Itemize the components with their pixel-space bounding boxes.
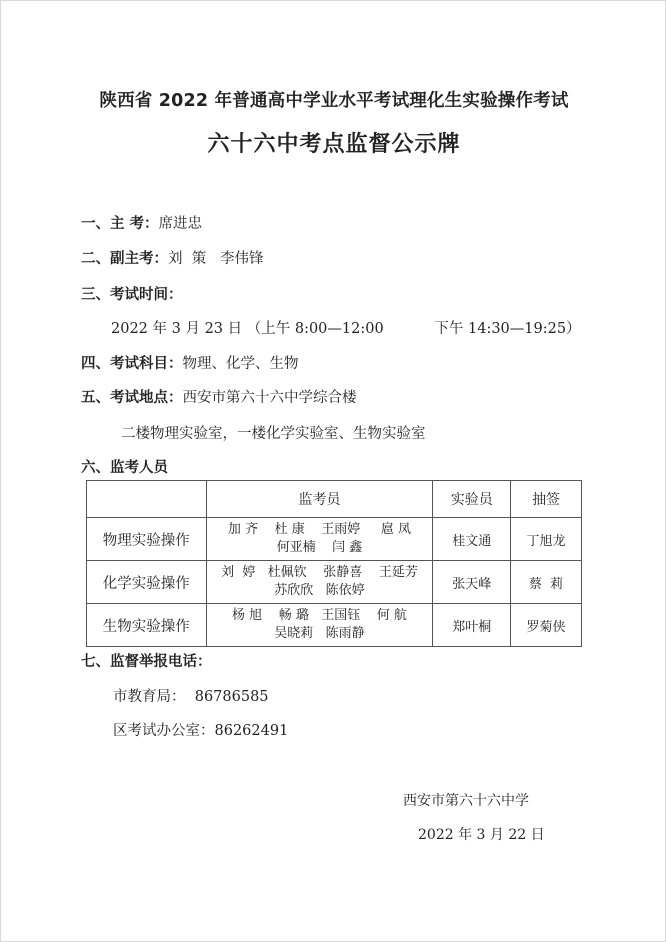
table-header-lab-staff: 实验员 [433, 481, 511, 518]
exam-subjects-line [81, 352, 299, 373]
deputy-examiner-line [81, 247, 264, 268]
report-phone-label: 七、监督举报电话： [81, 654, 212, 670]
row-proctors [206, 561, 433, 604]
table-row [87, 518, 582, 561]
exam-location-label: 五、考试地点： [81, 390, 183, 406]
proctors-line-2: 苏欣欣 陈依婷 [274, 583, 365, 598]
deputy-examiner-label: 二、副主考： [81, 251, 168, 267]
proctors-line-2: 吴晓莉 陈雨静 [274, 626, 365, 641]
phone-education-bureau: 市教育局： 86786585 [113, 689, 269, 705]
exam-subjects-value: 物理、化学、生物 [182, 356, 299, 372]
exam-time-value: 2022 年 3 月 23 日 （上午 8:00—12:00 下午 14:30—19:25） [111, 321, 581, 337]
proctors-line-1: 刘 婷 杜佩钦 张静喜 王延芳 [221, 565, 418, 580]
row-draw: 罗菊侠 [511, 604, 582, 647]
row-role: 生物实验操作 [87, 604, 207, 647]
proctor-staff-line [81, 456, 168, 477]
chief-examiner-line [81, 212, 202, 233]
table-header-proctors: 监考员 [206, 481, 433, 518]
proctor-staff-label: 六、监考人员 [81, 460, 168, 476]
phone-exam-office: 区考试办公室：86262491 [113, 723, 289, 739]
chief-examiner-value: 席进忠 [158, 216, 203, 232]
row-role: 物理实验操作 [87, 518, 207, 561]
table-row [87, 561, 582, 604]
row-proctors [206, 518, 433, 561]
exam-location-value: 西安市第六十六中学综合楼 [182, 390, 357, 406]
row-lab-staff: 桂文通 [433, 518, 511, 561]
row-lab-staff: 郑叶桐 [433, 604, 511, 647]
chief-examiner-label: 一、主 考： [81, 216, 159, 232]
issuing-school: 西安市第六十六中学 [403, 793, 529, 809]
row-draw: 丁旭龙 [511, 518, 582, 561]
row-lab-staff: 张天峰 [433, 561, 511, 604]
row-draw: 蔡 莉 [511, 561, 582, 604]
table-header-blank [87, 481, 207, 518]
row-proctors [206, 604, 433, 647]
proctors-line-1: 加 齐 杜 康 王雨婷 扈 凤 [227, 522, 412, 537]
exam-location-detail: 二楼物理实验室，一楼化学实验室、生物实验室 [121, 426, 426, 442]
table-header-row [87, 481, 582, 518]
proctors-line-2: 何亚楠 闫 鑫 [276, 540, 363, 555]
deputy-examiner-value: 刘 策 李伟锋 [168, 251, 264, 267]
exam-time-label: 三、考试时间： [81, 287, 183, 303]
document-title: 陕西省 2022 年普通高中学业水平考试理化生实验操作考试 [99, 91, 569, 111]
row-role: 化学实验操作 [87, 561, 207, 604]
exam-subjects-label: 四、考试科目： [81, 356, 183, 372]
proctor-table [86, 480, 582, 647]
table-row [87, 604, 582, 647]
exam-time-line [81, 283, 183, 304]
proctors-line-1: 杨 旭 畅 璐 王国钰 何 航 [232, 608, 407, 623]
report-phone-line [81, 650, 212, 671]
issue-date: 2022 年 3 月 22 日 [418, 827, 545, 843]
table-header-draw: 抽签 [511, 481, 582, 518]
exam-location-line [81, 386, 357, 407]
document-subtitle: 六十六中考点监督公示牌 [207, 132, 461, 157]
